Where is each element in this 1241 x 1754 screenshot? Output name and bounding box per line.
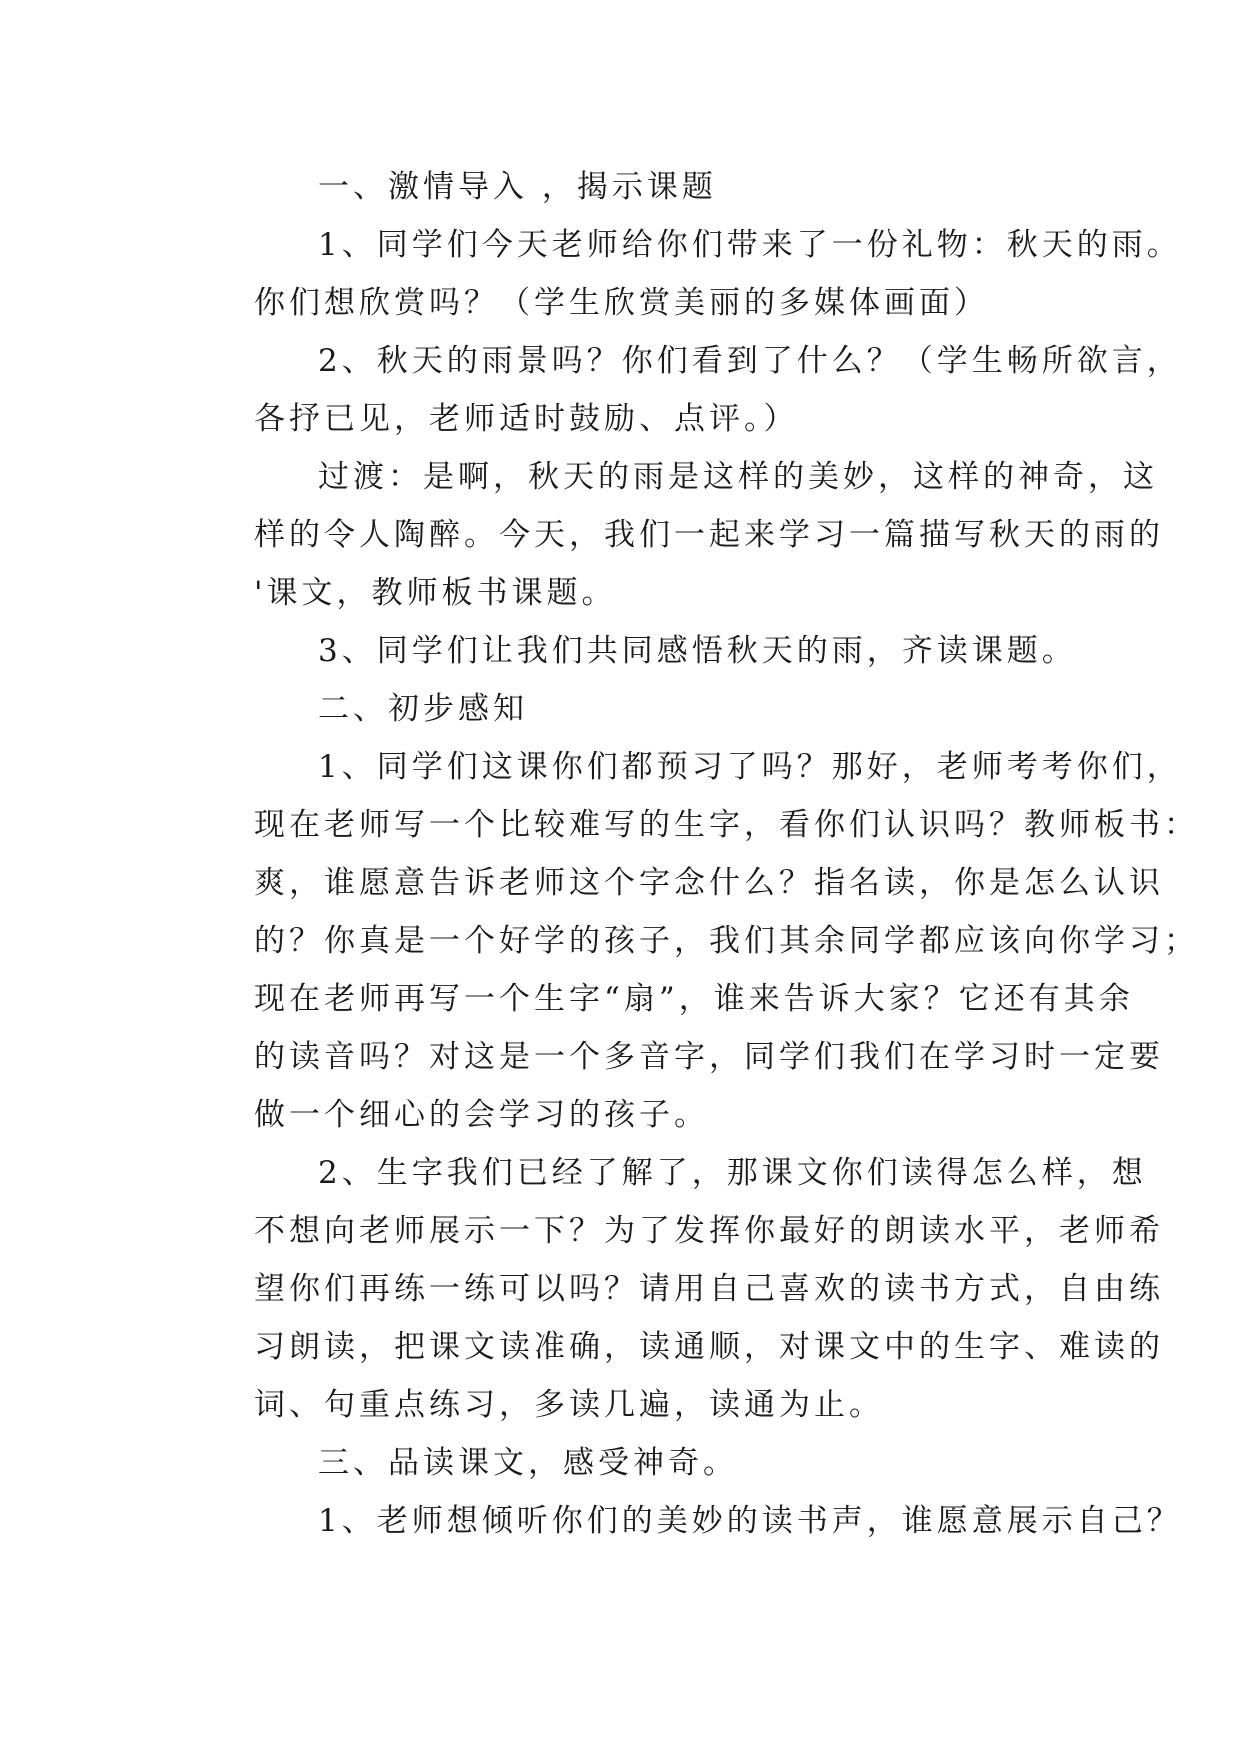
text-line: 望你们再练一练可以吗？请用自己喜欢的读书方式，自由练	[254, 1271, 1164, 1307]
paragraph-6	[190, 1492, 1182, 1550]
paragraph-3	[190, 622, 1077, 680]
paragraph-transition	[190, 448, 1164, 622]
text-line: 你们想欣赏吗？（学生欣赏美丽的多媒体画面）	[254, 285, 989, 321]
text-line: 3、同学们让我们共同感悟秋天的雨，齐读课题。	[318, 633, 1077, 669]
text-line: 现在老师写一个比较难写的生字，看你们认识吗？教师板书：	[254, 807, 1199, 843]
text-line: 1、老师想倾听你们的美妙的读书声，谁愿意展示自己？	[318, 1503, 1182, 1539]
text-line: 各抒已见，老师适时鼓励、点评。）	[254, 401, 799, 437]
paragraph-1	[190, 216, 1182, 332]
document-body	[190, 158, 1199, 1550]
text-line: 的？你真是一个好学的孩子，我们其余同学都应该向你学习；	[254, 923, 1199, 959]
text-line: 词、句重点练习，多读几遍，读通为止。	[254, 1387, 884, 1423]
text-line: 不想向老师展示一下？为了发挥你最好的朗读水平，老师希	[254, 1213, 1164, 1249]
text-line: 的读音吗？对这是一个多音字，同学们我们在学习时一定要	[254, 1039, 1164, 1075]
text-line: 一、激情导入 ，揭示课题	[318, 169, 717, 205]
section-heading-1	[190, 158, 1070, 216]
text-line: 2、秋天的雨景吗？你们看到了什么？（学生畅所欲言，	[318, 343, 1182, 379]
text-line: 2、生字我们已经了解了，那课文你们读得怎么样，想	[318, 1155, 1147, 1191]
text-line: 习朗读，把课文读准确，读通顺，对课文中的生字、难读的	[254, 1329, 1164, 1365]
paragraph-2	[190, 332, 1182, 448]
section-heading-3	[190, 1434, 1070, 1492]
paragraph-4	[190, 738, 1199, 1144]
text-line: 1、同学们这课你们都预习了吗？那好，老师考考你们，	[318, 749, 1182, 785]
text-line: 爽，谁愿意告诉老师这个字念什么？指名读，你是怎么认识	[254, 865, 1164, 901]
text-line: 过渡：是啊，秋天的雨是这样的美妙，这样的神奇，这	[318, 459, 1158, 495]
paragraph-5	[190, 1144, 1164, 1434]
text-line: 三、品读课文，感受神奇。	[318, 1445, 738, 1481]
text-line: 二、初步感知	[318, 691, 528, 727]
text-line: 做一个细心的会学习的孩子。	[254, 1097, 709, 1133]
text-line: 1、同学们今天老师给你们带来了一份礼物：秋天的雨。	[318, 227, 1182, 263]
text-line: 现在老师再写一个生字“扇”，谁来告诉大家？它还有其余	[254, 981, 1134, 1017]
text-line: '课文，教师板书课题。	[254, 575, 617, 611]
text-line: 样的令人陶醉。今天，我们一起来学习一篇描写秋天的雨的	[254, 517, 1164, 553]
section-heading-2	[190, 680, 1070, 738]
